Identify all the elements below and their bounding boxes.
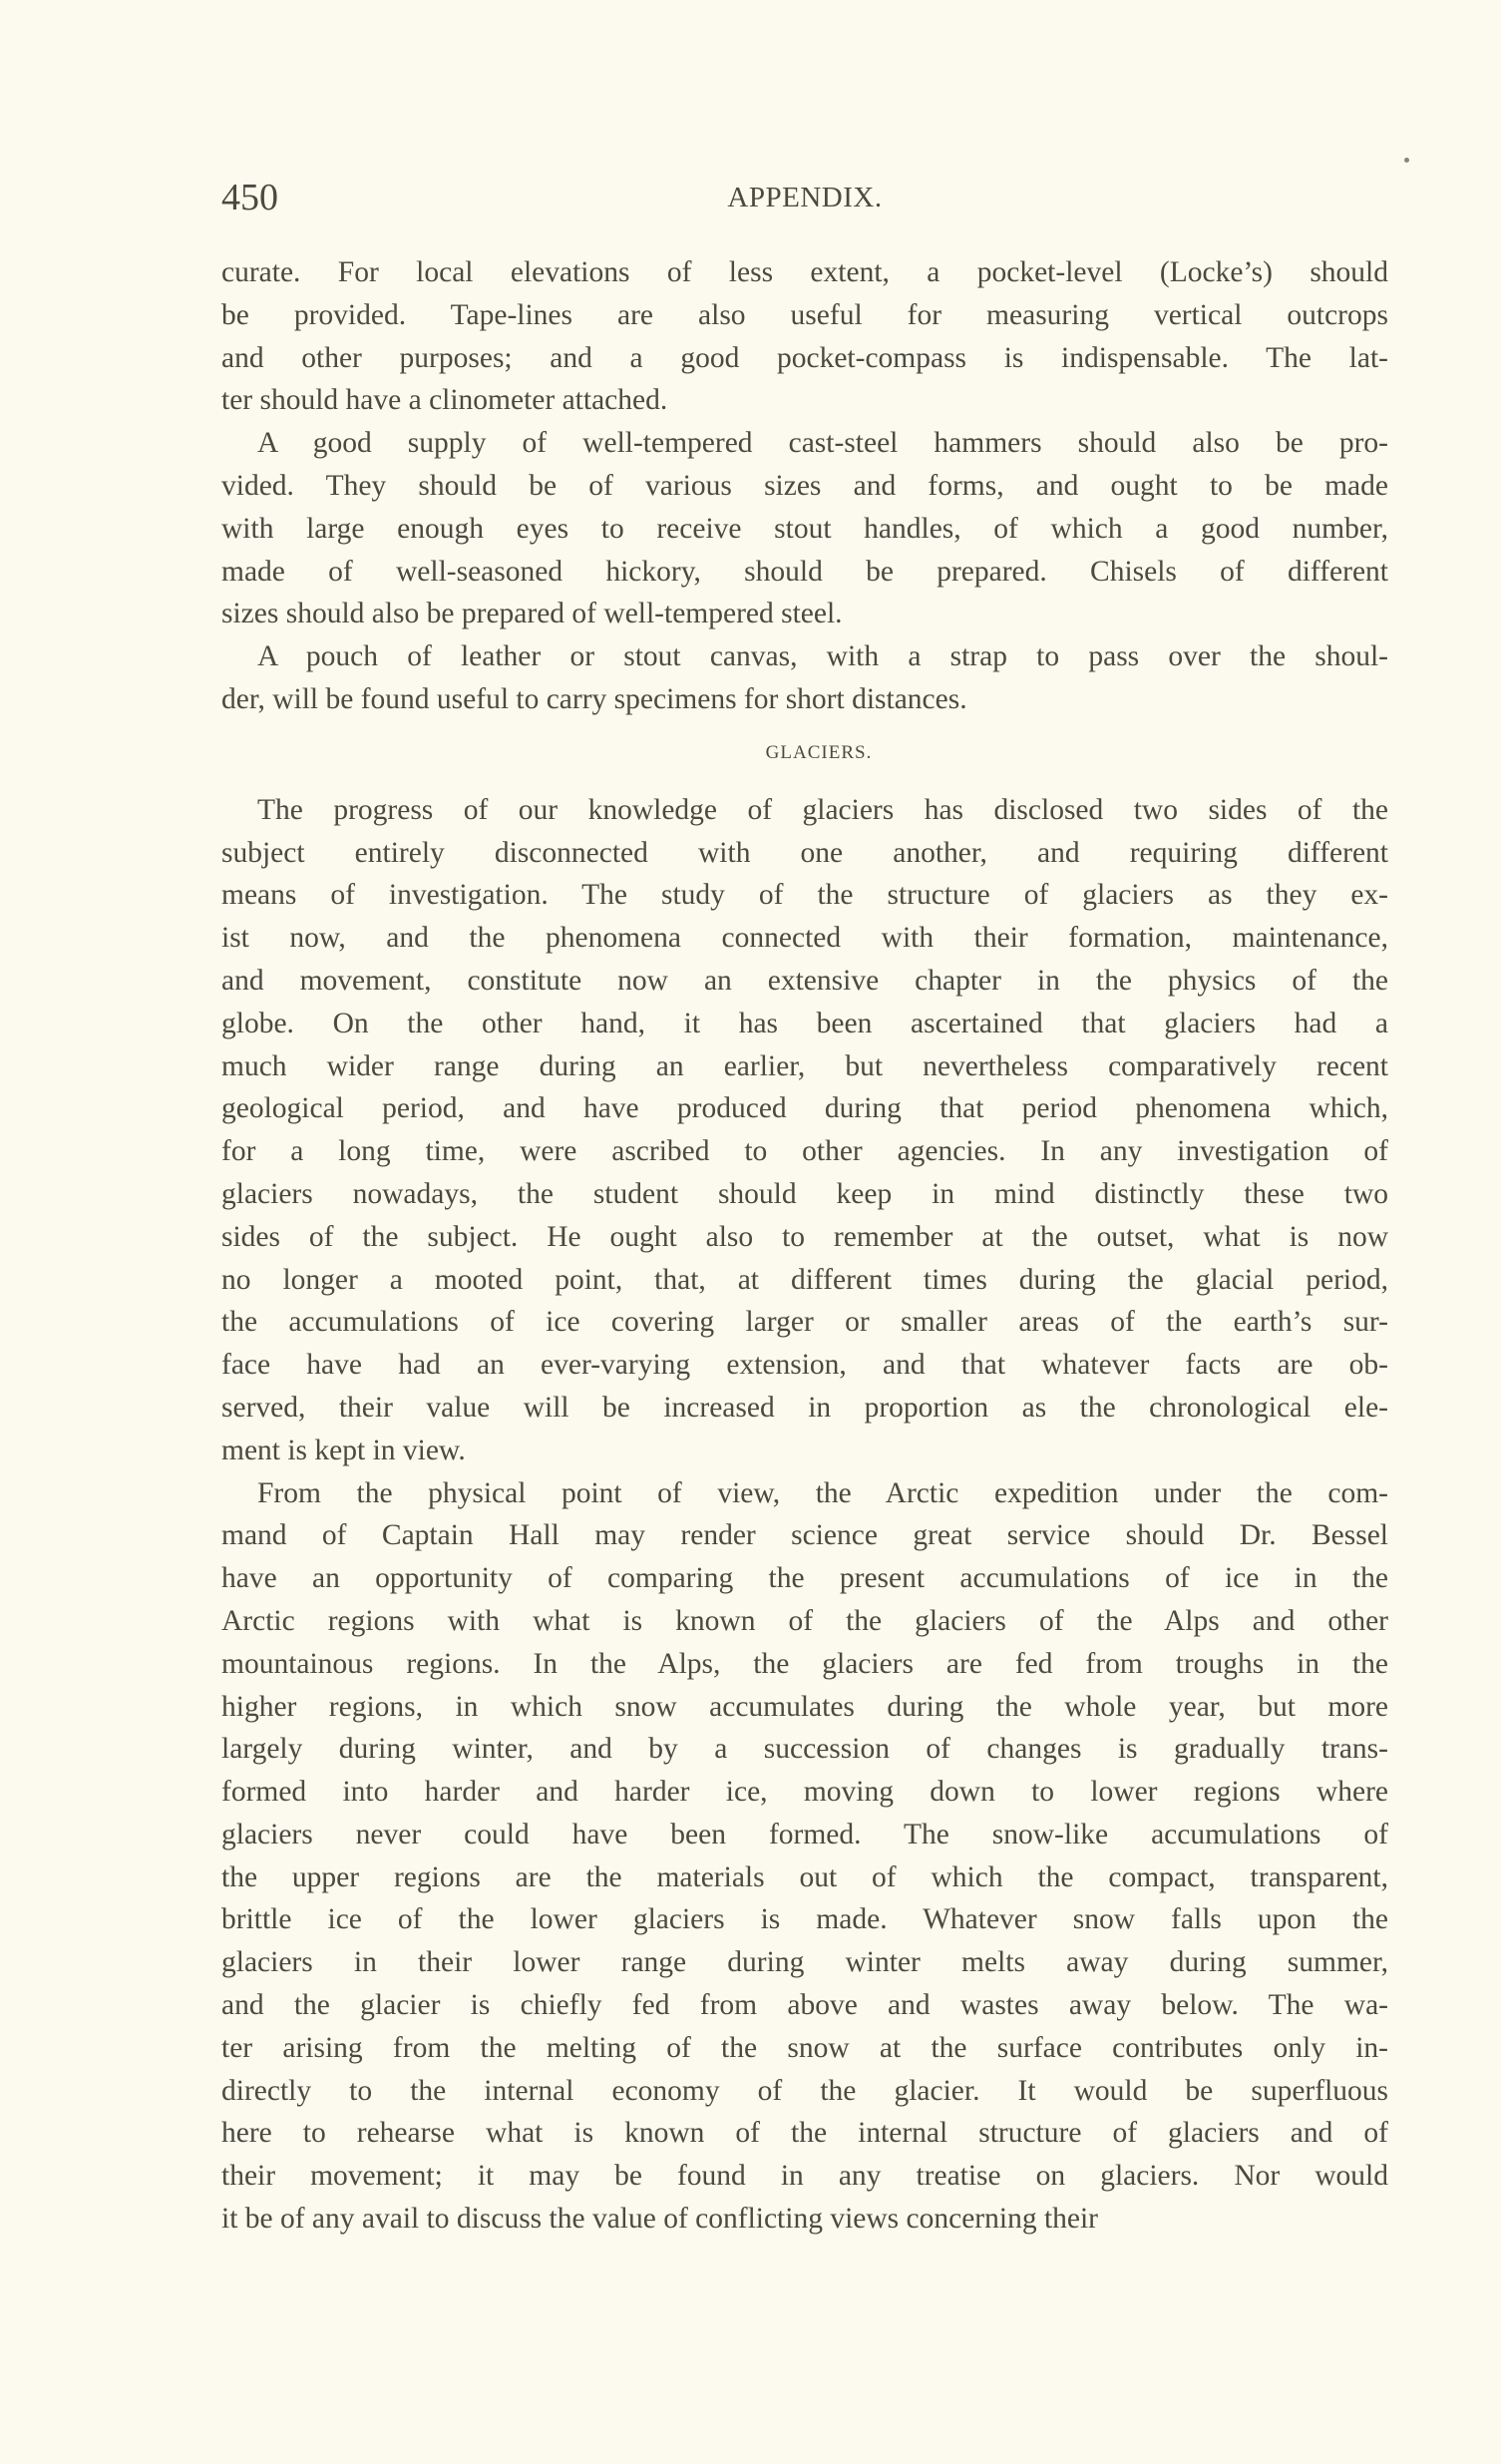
text-line: mountainous regions. In the Alps, the glaciers are fed from troughs in the: [221, 1647, 1388, 1680]
text-line: here to rehearse what is known of the internal structure of glaciers and of: [221, 2117, 1388, 2150]
text-line: A good supply of well-tempered cast-steel hammers should also be pro-: [257, 427, 1388, 460]
text-line: for a long time, were ascribed to other agencies. In any investigation of: [221, 1135, 1388, 1168]
text-line: and the glacier is chiefly fed from above and wastes away below. The wa-: [221, 1989, 1388, 2022]
text-line: have an opportunity of comparing the present accumulations of ice in the: [221, 1562, 1388, 1595]
text-line: The progress of our knowledge of glaciers has disclosed two sides of the: [257, 793, 1388, 826]
paragraph: [221, 1472, 1388, 2241]
text-line: glaciers never could have been formed. The snow-like accumulations of: [221, 1818, 1388, 1850]
text-line: no longer a mooted point, that, at different times during the glacial period,: [221, 1263, 1388, 1296]
running-title: APPENDIX.: [727, 182, 883, 213]
body-text: [221, 251, 1388, 2241]
text-line: it be of any avail to discuss the value of conflicting views concerning their: [221, 2203, 1099, 2236]
text-line: ist now, and the phenomena connected with their formation, maintenance,: [221, 922, 1388, 955]
glaciers-paragraphs: [221, 789, 1388, 2241]
text-line: brittle ice of the lower glaciers is made. Whatever snow falls upon the: [221, 1903, 1388, 1936]
intro-paragraphs: [221, 251, 1388, 721]
text-line: A pouch of leather or stout canvas, with a strap to pass over the shoul-: [257, 640, 1388, 673]
text-line: sizes should also be prepared of well-tempered steel.: [221, 598, 843, 630]
paragraph: [221, 789, 1388, 1472]
text-line: served, their value will be increased in proportion as the chronological ele-: [221, 1391, 1388, 1424]
text-line: their movement; it may be found in any treatise on glaciers. Nor would: [221, 2160, 1388, 2193]
print-speck: [1404, 158, 1409, 163]
text-line: formed into harder and harder ice, moving down to lower regions where: [221, 1776, 1388, 1809]
text-line: much wider range during an earlier, but nevertheless comparatively recent: [221, 1049, 1388, 1082]
text-line: the upper regions are the materials out of which the compact, transparent,: [221, 1860, 1388, 1893]
paragraph: [221, 422, 1388, 635]
text-line: curate. For local elevations of less extent, a pocket-level (Locke’s) should: [221, 256, 1388, 288]
text-line: globe. On the other hand, it has been ascertained that glaciers had a: [221, 1007, 1388, 1039]
text-line: the accumulations of ice covering larger or smaller areas of the earth’s sur-: [221, 1306, 1388, 1339]
text-line: made of well-seasoned hickory, should be prepared. Chisels of different: [221, 555, 1388, 588]
text-line: higher regions, in which snow accumulates during the whole year, but more: [221, 1690, 1388, 1723]
text-line: ment is kept in view.: [221, 1434, 466, 1466]
text-line: subject entirely disconnected with one another, and requiring different: [221, 836, 1388, 869]
text-line: and other purposes; and a good pocket-compass is indispensable. The lat-: [221, 341, 1388, 374]
text-line: mand of Captain Hall may render science great service should Dr. Bessel: [221, 1519, 1388, 1552]
text-line: Arctic regions with what is known of the glaciers of the Alps and other: [221, 1604, 1388, 1637]
text-line: directly to the internal economy of the glacier. It would be superfluous: [221, 2074, 1388, 2107]
page-number: 450: [221, 177, 278, 218]
paragraph: [221, 635, 1388, 721]
text-line: ter arising from the melting of the snow at the surface contributes only in-: [221, 2031, 1388, 2064]
section-heading-glaciers: GLACIERS.: [765, 741, 873, 763]
running-head: [221, 176, 1388, 219]
text-line: with large enough eyes to receive stout handles, of which a good number,: [221, 512, 1388, 545]
text-line: glaciers nowadays, the student should keep in mind distinctly these two: [221, 1177, 1388, 1210]
text-line: means of investigation. The study of the structure of glaciers as they ex-: [221, 879, 1388, 912]
paragraph: [221, 251, 1388, 422]
text-line: largely during winter, and by a succession of changes is gradually trans-: [221, 1733, 1388, 1766]
text-line: sides of the subject. He ought also to remember at the outset, what is now: [221, 1220, 1388, 1253]
text-line: and movement, constitute now an extensive chapter in the physics of the: [221, 964, 1388, 997]
text-line: From the physical point of view, the Arctic expedition under the com-: [257, 1476, 1388, 1509]
text-line: ter should have a clinometer attached.: [221, 384, 668, 417]
text-line: be provided. Tape-lines are also useful for measuring vertical outcrops: [221, 298, 1388, 331]
text-line: geological period, and have produced during that period phenomena which,: [221, 1092, 1388, 1125]
text-line: face have had an ever-varying extension, and that whatever facts are ob-: [221, 1349, 1388, 1382]
text-line: glaciers in their lower range during winter melts away during summer,: [221, 1946, 1388, 1979]
text-line: der, will be found useful to carry specimens for short distances.: [221, 682, 967, 715]
text-line: vided. They should be of various sizes and forms, and ought to be made: [221, 469, 1388, 502]
